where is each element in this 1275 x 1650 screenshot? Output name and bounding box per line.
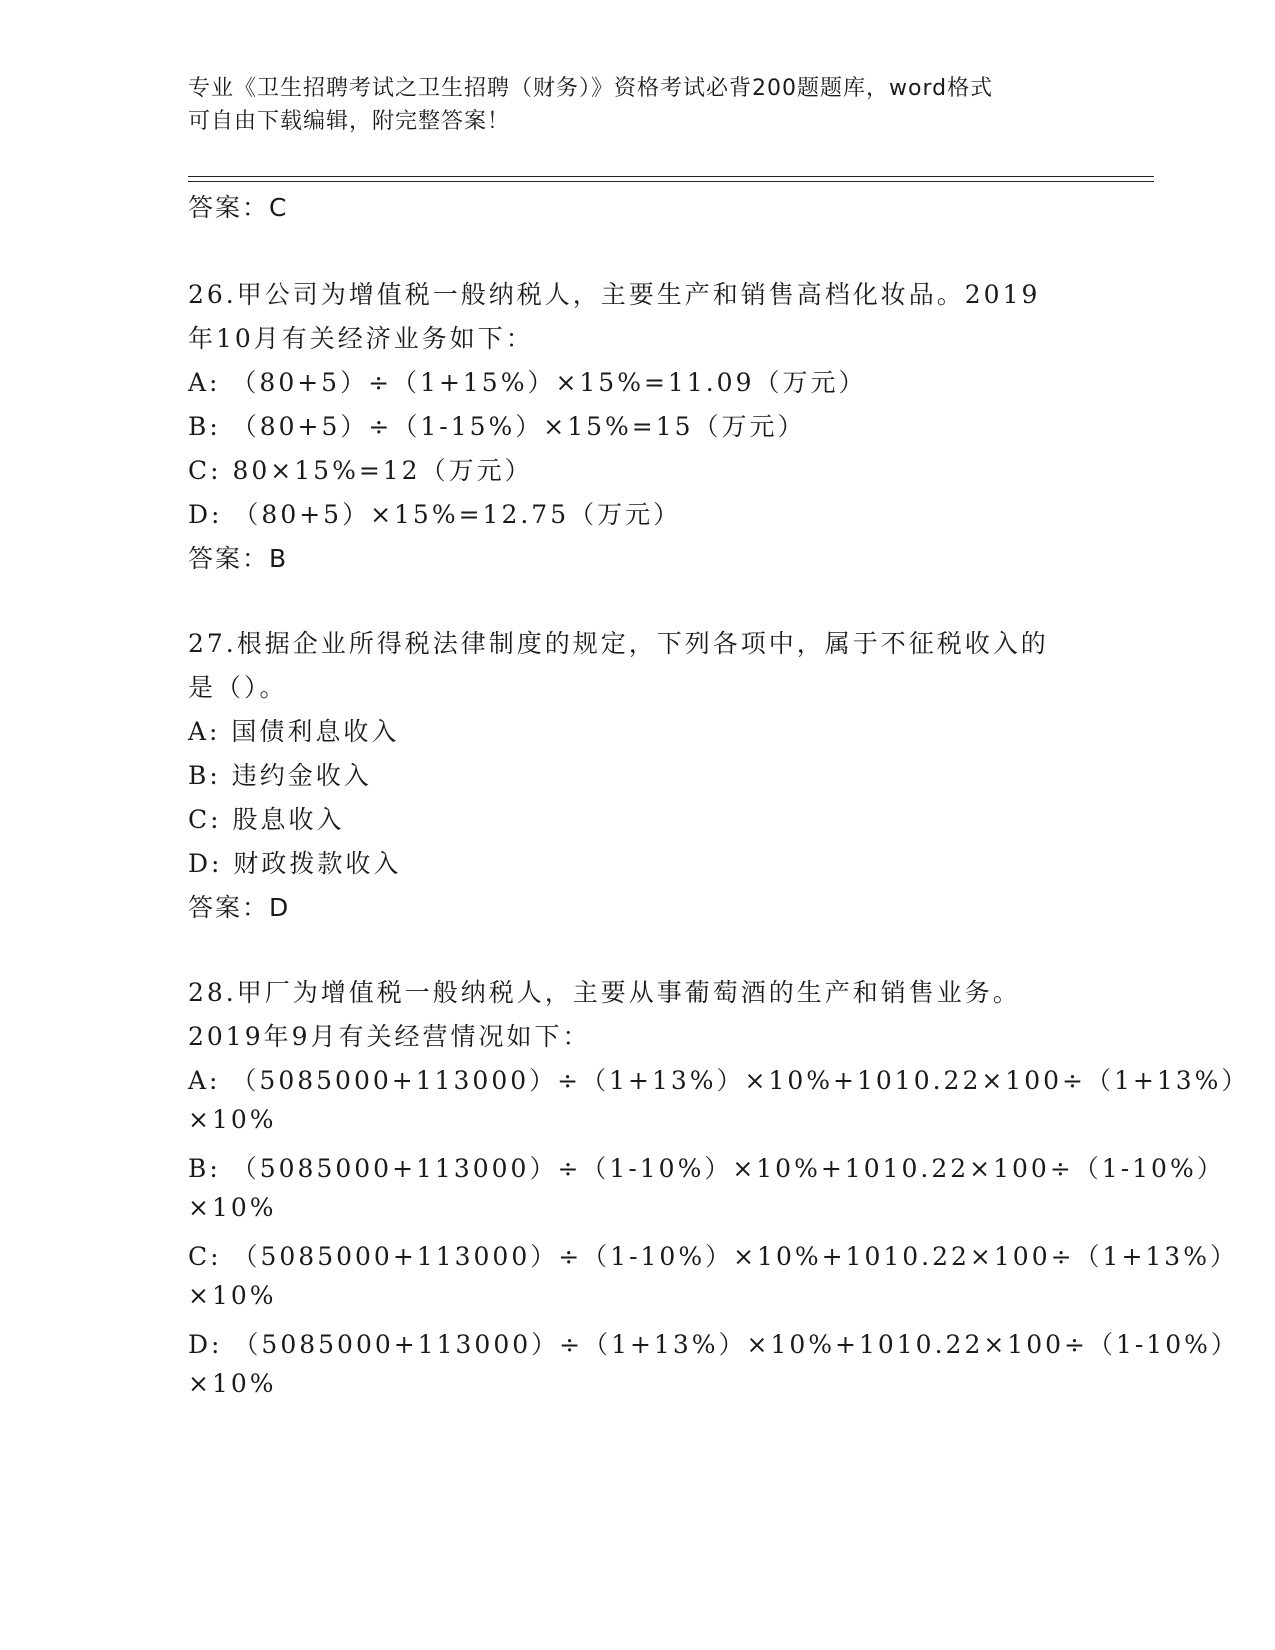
- q26-stem-line-1: 26.甲公司为增值税一般纳税人，主要生产和销售高档化妆品。2019: [188, 280, 1041, 309]
- q28-option-d-cont: ×10%: [188, 1369, 277, 1398]
- q28-option-c: C: （5085000+113000）÷（1-10%）×10%+1010.22×100÷（1+13%）: [188, 1242, 1238, 1271]
- q27-option-c: C: 股息收入: [188, 805, 345, 834]
- q28-option-d: D: （5085000+113000）÷（1+13%）×10%+1010.22×100÷（1-10%）: [188, 1330, 1239, 1359]
- q27-stem-line-1: 27.根据企业所得税法律制度的规定，下列各项中，属于不征税收入的: [188, 629, 1049, 658]
- q26-option-d: D: （80+5）×15%=12.75（万元）: [188, 500, 682, 529]
- q28-option-b-cont: ×10%: [188, 1193, 277, 1222]
- q27-option-d: D: 财政拨款收入: [188, 849, 402, 878]
- q27-stem-line-2: 是（）。: [188, 673, 288, 702]
- header-line-2: 可自由下载编辑，附完整答案！: [188, 109, 511, 134]
- q26-option-c: C: 80×15%=12（万元）: [188, 456, 533, 485]
- q28-option-b: B: （5085000+113000）÷（1-10%）×10%+1010.22×100÷（1-10%）: [188, 1154, 1225, 1183]
- q26-option-b: B: （80+5）÷（1-15%）×15%=15（万元）: [188, 412, 806, 441]
- q27-option-b: B: 违约金收入: [188, 761, 372, 790]
- header-divider-bottom: [188, 181, 1154, 182]
- document-header: [188, 72, 1068, 138]
- q28-stem-line-2: 2019年9月有关经营情况如下：: [188, 1022, 591, 1051]
- header-divider-top: [188, 176, 1154, 177]
- header-line-1: 专业《卫生招聘考试之卫生招聘（财务）》资格考试必背200题题库，word格式: [188, 76, 994, 101]
- q28-option-a-cont: ×10%: [188, 1105, 277, 1134]
- q27-option-a: A: 国债利息收入: [188, 717, 400, 746]
- q26-answer: 答案：B: [188, 544, 289, 573]
- q28-stem-line-1: 28.甲厂为增值税一般纳税人，主要从事葡萄酒的生产和销售业务。: [188, 978, 1021, 1007]
- q26-stem-line-2: 年10月有关经济业务如下：: [188, 324, 534, 353]
- q28-option-c-cont: ×10%: [188, 1281, 277, 1310]
- q28-option-a: A: （5085000+113000）÷（1+13%）×10%+1010.22×100÷（1+13%）: [188, 1066, 1250, 1095]
- q26-option-a: A: （80+5）÷（1+15%）×15%=11.09（万元）: [188, 368, 867, 397]
- answer-previous: 答案：C: [188, 193, 289, 222]
- q27-answer: 答案：D: [188, 893, 291, 922]
